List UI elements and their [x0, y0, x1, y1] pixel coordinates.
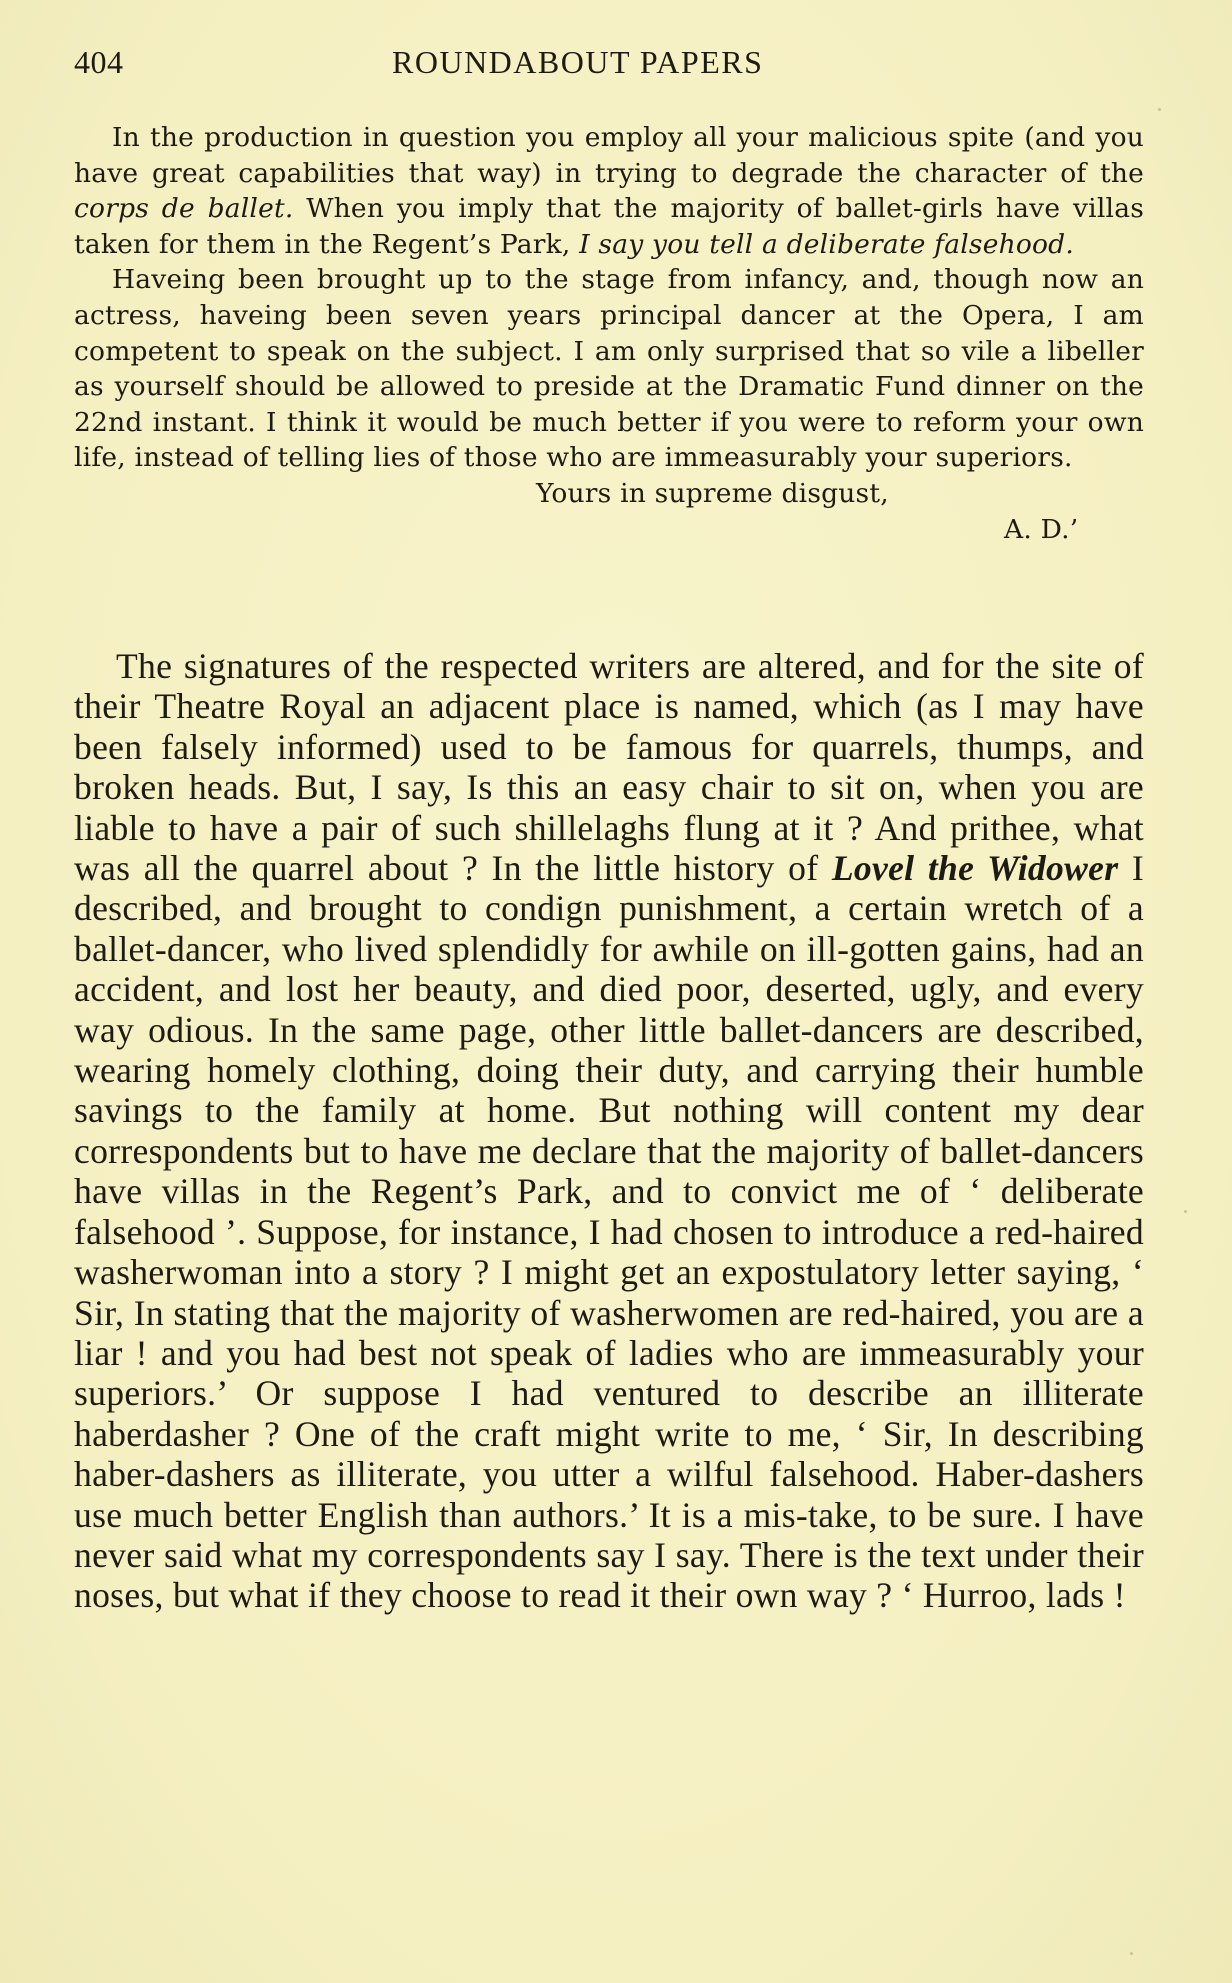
- letter-emphasis: I say you tell a deliberate falsehood.: [579, 228, 1074, 260]
- quoted-letter: [74, 120, 1144, 547]
- letter-text: When you imply that the majority of ballet-girls have villas taken for them in the Regent’s Park,: [74, 193, 1144, 260]
- letter-signature: A. D.’: [1004, 513, 1079, 545]
- paper-speck: [1158, 108, 1161, 111]
- main-paragraph: [74, 646, 1144, 1616]
- letter-emphasis: corps de ballet.: [74, 193, 294, 225]
- letter-closing: Yours in supreme disgust,: [536, 477, 889, 509]
- paper-speck: [1130, 1952, 1133, 1955]
- book-title: ROUNDABOUT PAPERS: [392, 44, 764, 80]
- main-text: [74, 646, 1144, 1616]
- letter-text: In the production in question you employ all your malicious spite (and you have great capabilities that way) in trying to degrade the character of the: [74, 122, 1144, 189]
- page-number: 404: [74, 44, 124, 80]
- main-text-part-2: I described, and brought to condign punishment, a certain wretch of a ballet-dancer, who lived splendidly for awhile on ill-gotten gains, had an accident, and lost her beauty, and died poor, deserted, ugly, and every way odious. In the same page, other little ballet-dancers are described, wearing homely clothing, doing their duty, and carrying their humble savings to the family at home. But nothing will content my dear correspondents but to have me declare that the majority of ballet-dancers have villas in the Regent’s Park, and to convict me of ‘ deliberate falsehood ’. Suppose, for instance, I had chosen to introduce a red-haired washerwoman into a story ? I might get an expostulatory letter saying, ‘ Sir, In stating that the majority of washerwomen are red-haired, you are a liar ! and you had best not speak of ladies who are immeasurably your superiors.’ Or suppose I had ventured to describe an illiterate haberdasher ? One of the craft might write to me, ‘ Sir, In describing haber-dashers as illiterate, you utter a wilful falsehood. Haber-dashers use much better English than authors.’ It is a mis-take, to be sure. I have never said what my correspondents say I say. There is the text under their noses, but what if they choose to read it their own way ? ‘ Hurroo, lads !: [74, 848, 1144, 1616]
- book-title-reference: Lovel the Widower: [831, 848, 1119, 889]
- paper-speck: [1184, 1210, 1187, 1213]
- letter-paragraph-2: Haveing been brought up to the stage from infancy, and, though now an actress, haveing been seven years principal dancer at the Opera, I am competent to speak on the subject. I am only surprised that so vile a libeller as yourself should be allowed to preside at the Dramatic Fund dinner on the 22nd instant. I think it would be much better if you were to reform your own life, instead of telling lies of those who are immeasurably your superiors.: [74, 264, 1144, 474]
- running-head: [74, 44, 1144, 84]
- letter-paragraph-1: [74, 120, 1144, 262]
- main-text-part-1: The signatures of the respected writers are altered, and for the site of their Theatre Royal an adjacent place is named, which (as I may have been falsely informed) used to be famous for quarrels, thumps, and broken heads. But, I say, Is this an easy chair to sit on, when you are liable to have a pair of such shillelaghs flung at it ? And prithee, what was all the quarrel about ? In the little history of: [74, 646, 1144, 889]
